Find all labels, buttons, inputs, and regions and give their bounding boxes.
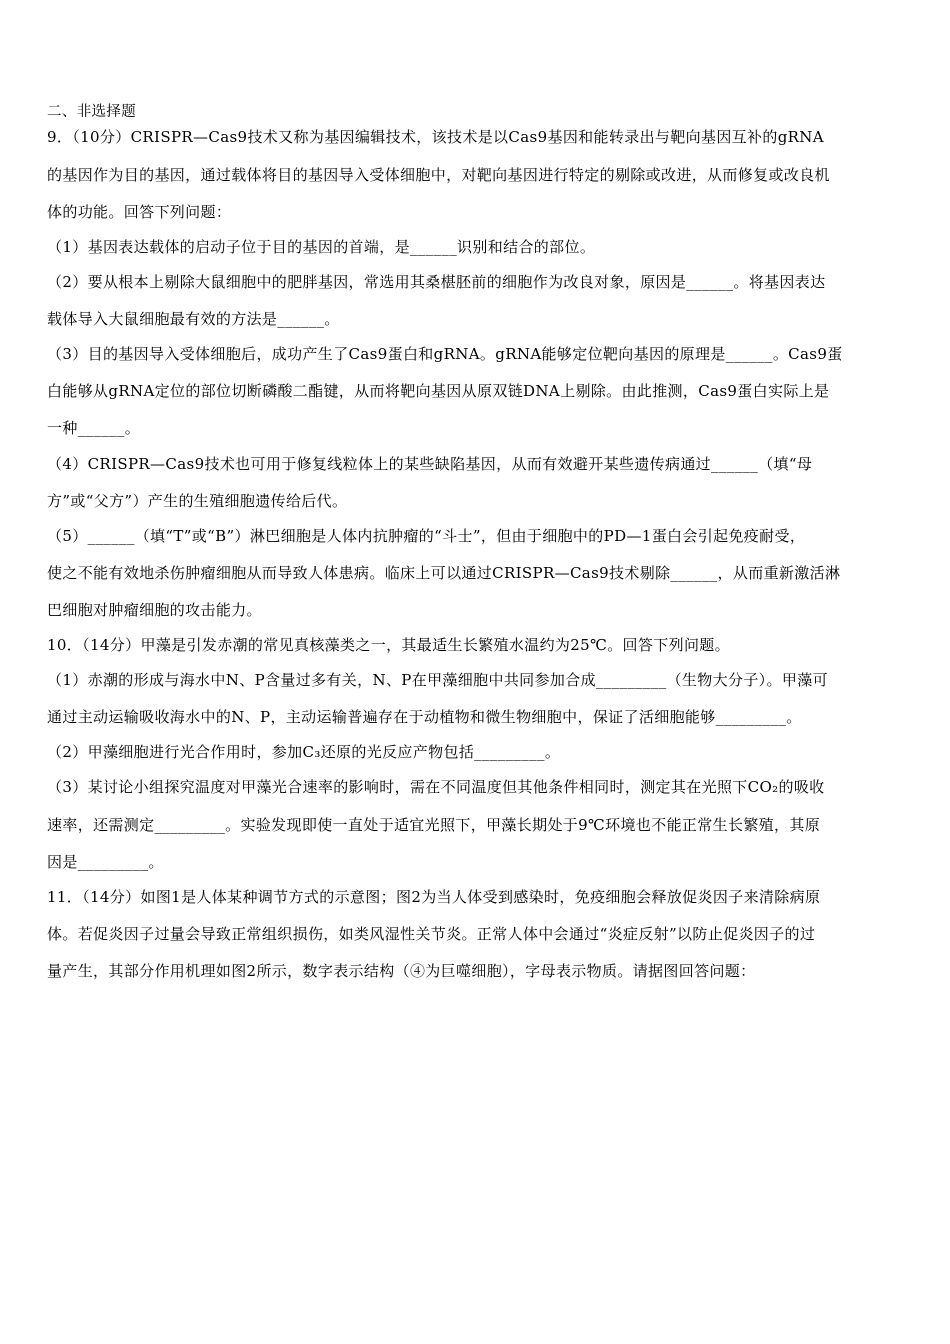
question-9-part-2-line-1: （2）要从根本上剔除大鼠细胞中的肥胖基因，常选用其桑椹胚前的细胞作为改良对象，原因是______。将基因表达 [47, 273, 826, 291]
question-9-line-1: 9．（10分）CRISPR—Cas9技术又称为基因编辑技术，该技术是以Cas9基因和能转录出与靶向基因互补的gRNA [47, 128, 824, 146]
question-9-line-3: 体的功能。回答下列问题： [47, 203, 232, 221]
question-9-part-2-line-2: 载体导入大鼠细胞最有效的方法是______。 [47, 310, 340, 328]
question-9-part-3-line-1: （3）目的基因导入受体细胞后，成功产生了Cas9蛋白和gRNA。gRNA能够定位靶向基因的原理是______。Cas9蛋 [47, 345, 843, 363]
question-9-line-2: 的基因作为目的基因，通过载体将目的基因导入受体细胞中，对靶向基因进行特定的剔除或改进，从而修复或改良机 [47, 166, 830, 184]
question-10-part-3-line-1: （3）某讨论小组探究温度对甲藻光合速率的影响时，需在不同温度但其他条件相同时，测定其在光照下CO₂的吸收 [47, 778, 825, 796]
question-11-line-2: 体。若促炎因子过量会导致正常组织损伤，如类风湿性关节炎。正常人体中会通过“炎症反射”以防止促炎因子的过 [47, 925, 816, 943]
question-10-part-3-line-3: 因是_________。 [47, 853, 164, 871]
question-9-part-3-line-2: 白能够从gRNA定位的部位切断磷酸二酯键，从而将靶向基因从原双链DNA上剔除。由此推测，Cas9蛋白实际上是 [47, 382, 830, 400]
question-10-line-1: 10．（14分）甲藻是引发赤潮的常见真核藻类之一，其最适生长繁殖水温约为25℃。回答下列问题。 [47, 636, 730, 654]
question-10-part-1-line-2: 通过主动运输吸收海水中的N、P，主动运输普遍存在于动植物和微生物细胞中，保证了活细胞能够_________。 [47, 708, 802, 726]
question-11-line-3: 量产生，其部分作用机理如图2所示，数字表示结构（④为巨噬细胞），字母表示物质。请据图回答问题： [47, 962, 756, 980]
question-9-part-5-line-1: （5）______（填“T”或“B”）淋巴细胞是人体内抗肿瘤的“斗士”，但由于细胞中的PD—1蛋白会引起免疫耐受， [47, 527, 806, 545]
question-11-line-1: 11．（14分）如图1是人体某种调节方式的示意图；图2为当人体受到感染时，免疫细胞会释放促炎因子来清除病原 [47, 888, 821, 906]
question-9-part-1: （1）基因表达载体的启动子位于目的基因的首端，是______识别和结合的部位。 [47, 238, 596, 256]
section-title: 二、非选择题 [47, 104, 137, 120]
question-9-part-5-line-3: 巴细胞对肿瘤细胞的攻击能力。 [47, 601, 262, 619]
question-9-part-3-line-3: 一种______。 [47, 419, 141, 437]
question-10-part-3-line-2: 速率，还需测定_________。实验发现即使一直处于适宜光照下，甲藻长期处于9℃环境也不能正常生长繁殖，其原 [47, 816, 821, 834]
question-10-part-2: （2）甲藻细胞进行光合作用时，参加C₃还原的光反应产物包括_________。 [47, 743, 561, 761]
question-9-part-5-line-2: 使之不能有效地杀伤肿瘤细胞从而导致人体患病。临床上可以通过CRISPR—Cas9技术剔除______，从而重新激活淋 [47, 564, 841, 582]
question-9-part-4-line-2: 方”或“父方”）产生的生殖细胞遗传给后代。 [47, 492, 348, 510]
question-9-part-4-line-1: （4）CRISPR—Cas9技术也可用于修复线粒体上的某些缺陷基因，从而有效避开某些遗传病通过______（填“母 [47, 455, 813, 473]
question-10-part-1-line-1: （1）赤潮的形成与海水中N、P含量过多有关，N、P在甲藻细胞中共同参加合成_________（生物大分子）。甲藻可 [47, 671, 828, 689]
